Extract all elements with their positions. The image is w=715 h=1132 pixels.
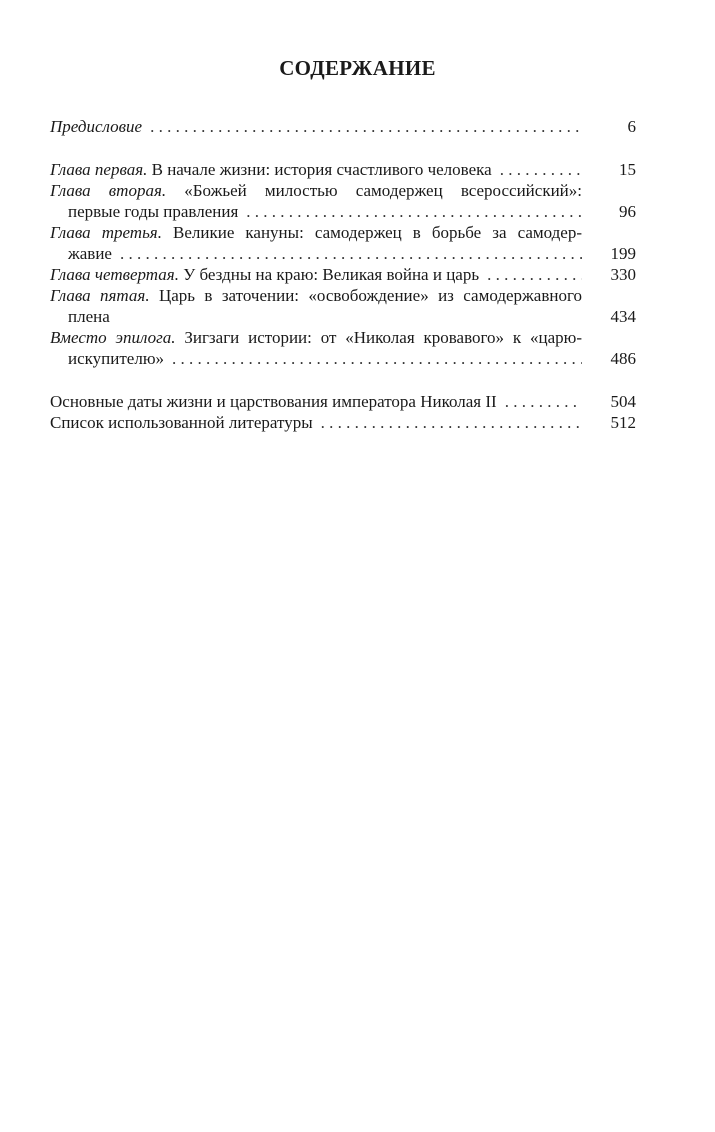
toc-entry-italic-label: Вместо эпилога. [50,328,176,347]
toc-entry-text-line-1: «Божьей милостью самодержец всероссийский»: [166,181,582,200]
dot-leader [321,412,582,433]
toc-entry-text-line-2: жавие [68,244,112,263]
toc-entry-chapter-4[interactable] [50,264,636,285]
toc-entry-text-line-1: Великие кануны: самодержец в борьбе за самодер- [161,223,582,242]
toc-entry-key-dates[interactable] [50,391,636,412]
page-title: СОДЕРЖАНИЕ [279,56,436,80]
toc-entry-italic-label: Глава первая. [50,160,148,179]
toc-entry-text-line-2: искупителю» [68,349,165,368]
toc-entry-text: Список использованной литературы [50,413,313,432]
toc-page-number: 199 [610,244,636,263]
dot-leader [246,201,582,222]
toc-page-number: 486 [610,349,636,368]
dot-leader [120,243,582,264]
toc-page-number: 504 [610,392,636,411]
table-of-contents [50,116,636,433]
toc-page-number: 434 [610,307,636,326]
toc-entry-text-line-2: плена [68,307,110,326]
toc-entry-text-line-1: Зигзаги истории: от «Николая кровавого» к «царю- [175,328,582,347]
toc-entry-epilogue[interactable] [50,327,636,369]
toc-entry-chapter-5[interactable] [50,285,636,327]
toc-entry-italic-label: Глава вторая. [50,181,167,200]
toc-page-number: 512 [610,413,636,432]
toc-entry-bibliography[interactable] [50,412,636,433]
dot-leader [500,159,582,180]
dot-leader [150,116,582,137]
toc-entry-italic-label: Глава третья. [50,223,162,242]
toc-entry-text: Основные даты жизни и царствования императора Николая II [50,392,497,411]
toc-entry-text-line-2: первые годы правления [68,202,239,221]
toc-entry-text: У бездны на краю: Великая война и царь [178,265,480,284]
toc-page-number: 330 [610,265,636,284]
toc-entry-text: В начале жизни: история счастливого человека [147,160,492,179]
toc-entry-chapter-2[interactable] [50,180,636,222]
toc-page-number: 15 [619,160,636,179]
dot-leader [505,391,582,412]
toc-entry-chapter-3[interactable] [50,222,636,264]
toc-entry-text-line-1: Царь в заточении: «освобождение» из самодержавного [149,286,582,305]
toc-page-number: 6 [627,117,636,136]
toc-entry-chapter-1[interactable] [50,159,636,180]
toc-page-number: 96 [619,202,636,221]
dot-leader [487,264,582,285]
dot-leader [172,348,582,369]
toc-entry-italic-label: Глава пятая. [50,286,150,305]
toc-entry-preface[interactable] [50,116,636,137]
toc-entry-italic-label: Глава четвертая. [50,265,179,284]
toc-entry-italic-label: Предисловие [50,117,143,136]
